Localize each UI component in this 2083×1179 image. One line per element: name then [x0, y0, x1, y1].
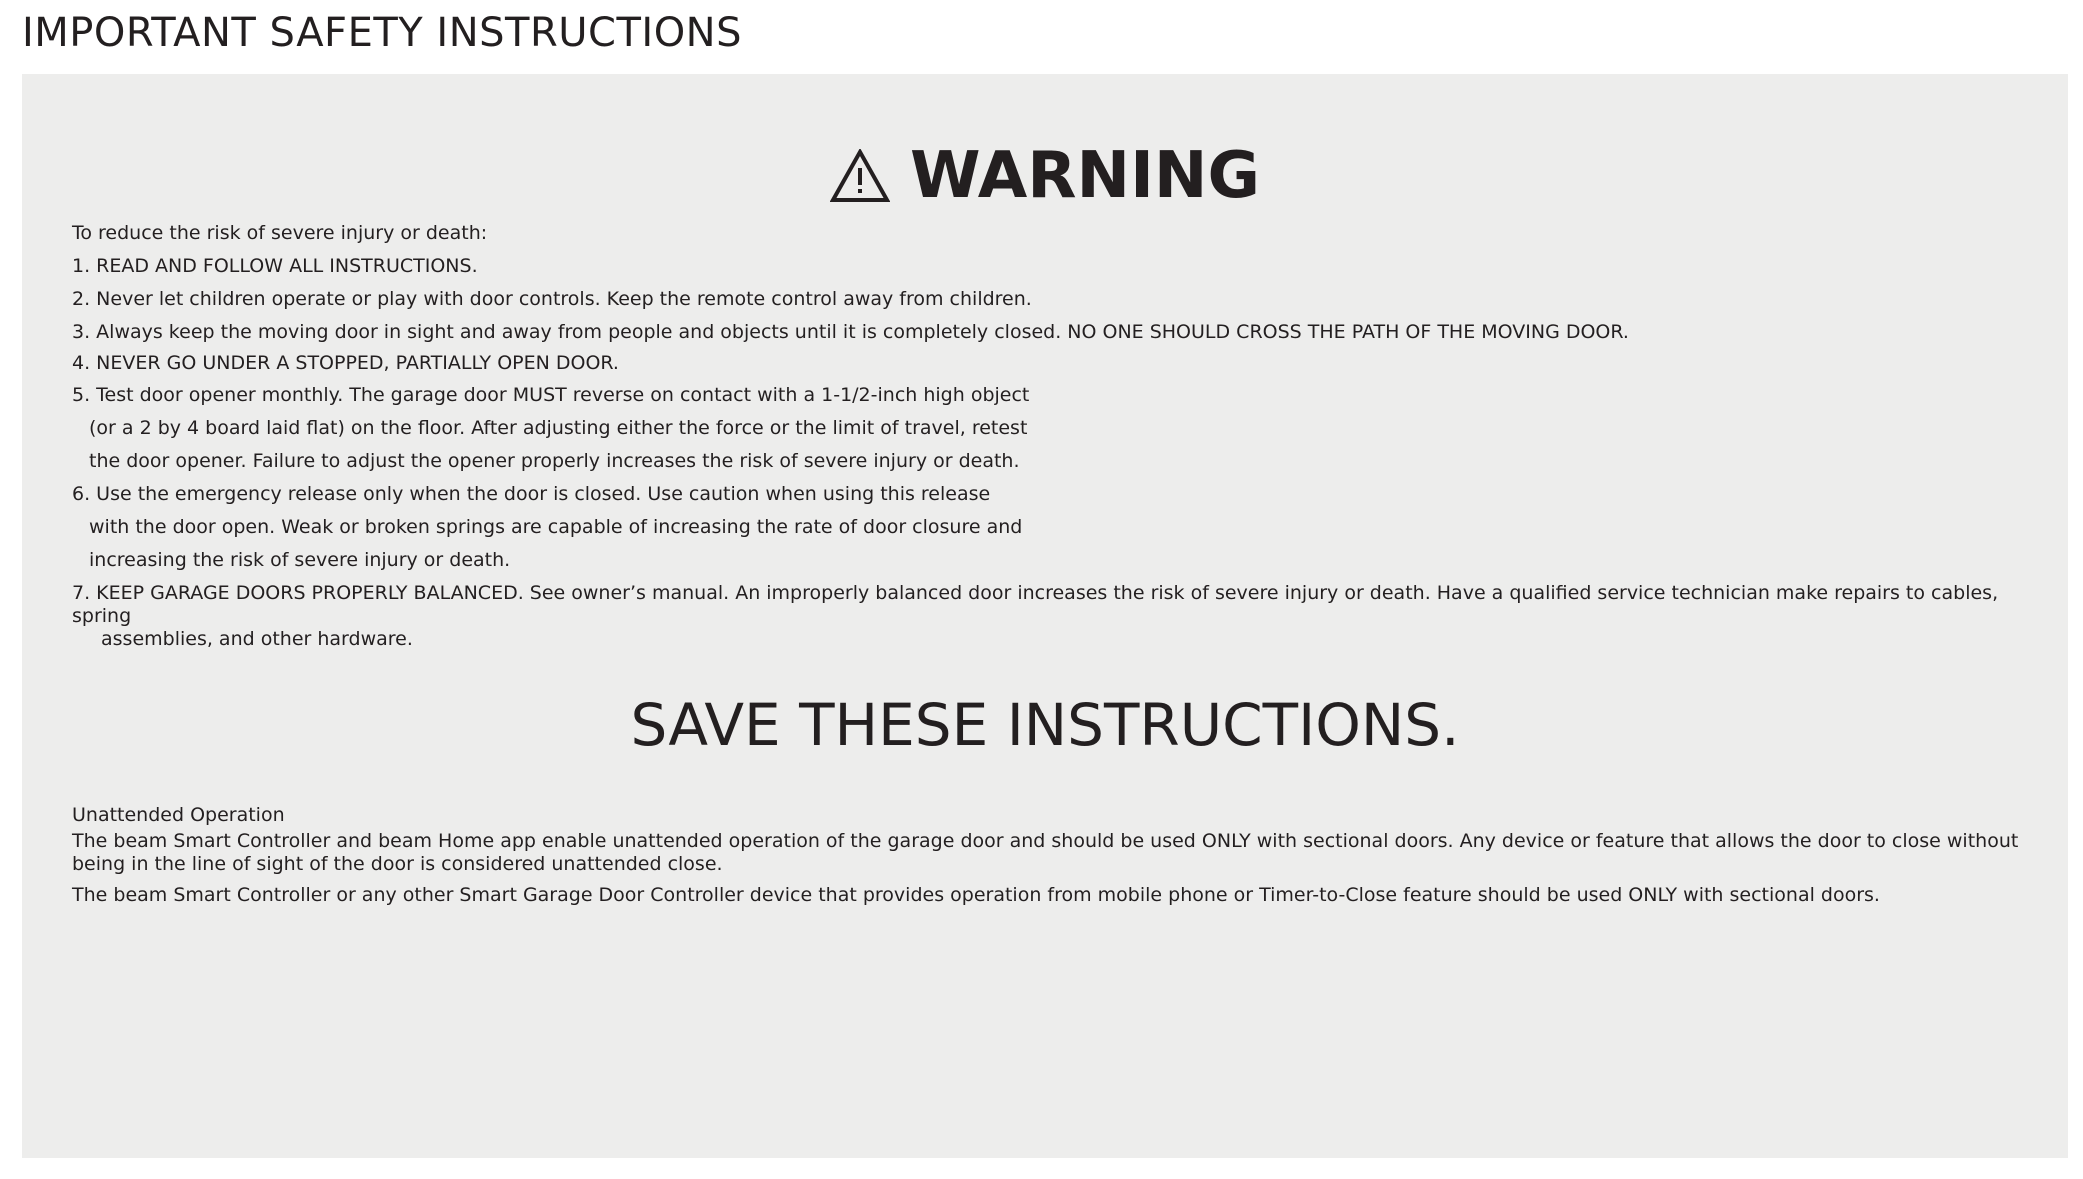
- intro-text: To reduce the risk of severe injury or death:: [72, 222, 488, 244]
- warning-triangle-icon: [830, 149, 890, 203]
- unattended-paragraph-2: The beam Smart Controller or any other Smart Garage Door Controller device that provides operation from mobile phone or Timer-to-Close feature should be used ONLY with sectional doors.: [72, 884, 1880, 906]
- warning-header: [22, 136, 2068, 216]
- instruction-item-6-line-3: increasing the risk of severe injury or death.: [89, 549, 511, 571]
- instruction-list: [72, 217, 2017, 651]
- save-instructions-heading: SAVE THESE INSTRUCTIONS.: [630, 691, 1460, 759]
- instruction-item-6-line-2: with the door open. Weak or broken springs are capable of increasing the rate of door closure and: [89, 516, 1023, 538]
- instruction-item-7-line-2: assemblies, and other hardware.: [101, 628, 413, 650]
- page-title: IMPORTANT SAFETY INSTRUCTIONS: [22, 10, 742, 56]
- instruction-item-4: 4. NEVER GO UNDER A STOPPED, PARTIALLY OPEN DOOR.: [72, 352, 619, 374]
- instruction-item-7: [72, 577, 2017, 651]
- unattended-title: Unattended Operation: [72, 804, 285, 826]
- instruction-item-6-line-1: 6. Use the emergency release only when the door is closed. Use caution when using this release: [72, 483, 991, 505]
- warning-label: WARNING: [910, 139, 1260, 213]
- instruction-item-7-line-1: 7. KEEP GARAGE DOORS PROPERLY BALANCED. See owner’s manual. An improperly balanced door increases the risk of severe injury or death. Have a qualified service technician make repairs to cables, spring: [72, 582, 1999, 627]
- instruction-item-1: 1. READ AND FOLLOW ALL INSTRUCTIONS.: [72, 255, 478, 277]
- instruction-item-2: 2. Never let children operate or play with door controls. Keep the remote control away from children.: [72, 288, 1032, 310]
- safety-panel: [22, 74, 2068, 1158]
- instruction-item-5-line-1: 5. Test door opener monthly. The garage door MUST reverse on contact with a 1-1/2-inch high object: [72, 384, 1030, 406]
- unattended-paragraph-1: The beam Smart Controller and beam Home app enable unattended operation of the garage door and should be used ONLY with sectional doors. Any device or feature that allows the door to close without being in the line of sight of the door is considered unattended close.: [72, 830, 2019, 875]
- instruction-item-5-line-2: (or a 2 by 4 board laid flat) on the floor. After adjusting either the force or the limit of travel, retest: [89, 417, 1028, 439]
- instruction-item-5-line-3: the door opener. Failure to adjust the opener properly increases the risk of severe injury or death.: [89, 450, 1020, 472]
- unattended-operation-section: [72, 800, 2057, 915]
- instruction-item-3: 3. Always keep the moving door in sight and away from people and objects until it is completely closed. NO ONE SHOULD CROSS THE PATH OF THE MOVING DOOR.: [72, 321, 1629, 343]
